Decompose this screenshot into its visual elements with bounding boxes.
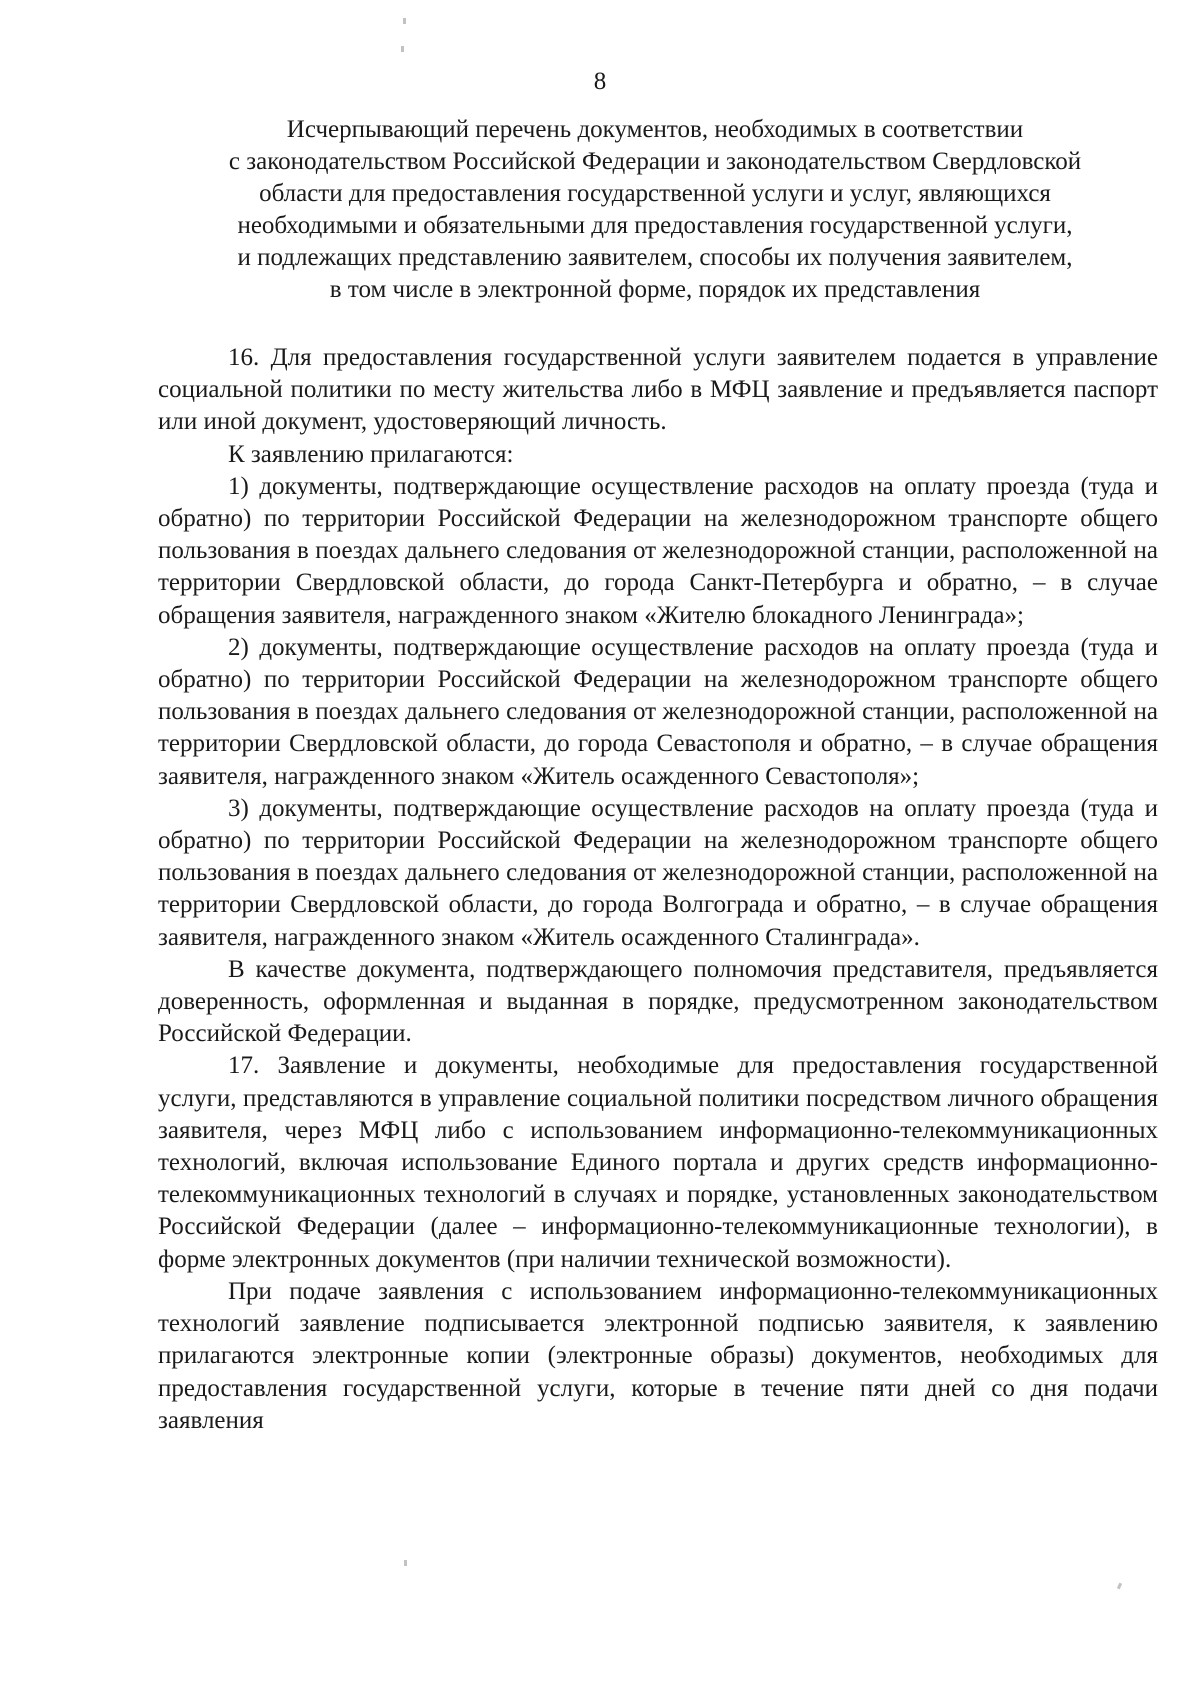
section-heading (150, 114, 1160, 306)
paragraph-17: 17. Заявление и документы, необходимые для предоставления государственной услуги, представляются в управление социальной политики посредством личного обращения заявителя, через МФЦ либо с использованием информационно-телекоммуникационных технологий, включая использование Единого портала и других средств информационно-телекоммуникационных технологий в случаях и порядке, установленных законодательством Российской Федерации (далее – информационно-телекоммуникационные технологии), в форме электронных документов (при наличии технической возможности). (158, 1052, 1158, 1273)
document-body (158, 342, 1158, 1437)
heading-line: Исчерпывающий перечень документов, необходимых в соответствии (286, 116, 1024, 143)
list-item-1: 1) документы, подтверждающие осуществление расходов на оплату проезда (туда и обратно) по территории Российской Федерации на железнодорожном транспорте общего пользования в поездах дальнего следования от железнодорожной станции, расположенной на территории Свердловской области, до города Санкт-Петербурга и обратно, – в случае обращения заявителя, награжденного знаком «Жителю блокадного Ленинграда»; (158, 472, 1158, 629)
paragraph-attachments-intro: К заявлению прилагаются: (228, 440, 514, 468)
scan-artifact (401, 46, 404, 52)
scan-artifact (1117, 1583, 1122, 1590)
scan-artifact (404, 1560, 407, 1566)
heading-line: и подлежащих представлению заявителем, способы их получения заявителем, (237, 244, 1073, 271)
list-item-3: 3) документы, подтверждающие осуществление расходов на оплату проезда (туда и обратно) по территории Российской Федерации на железнодорожном транспорте общего пользования в поездах дальнего следования от железнодорожной станции, расположенной на территории Свердловской области, до города Волгограда и обратно, – в случае обращения заявителя, награжденного знаком «Житель осажденного Сталинграда». (158, 794, 1158, 951)
heading-line: области для предоставления государственной услуги и услуг, являющихся (259, 180, 1051, 207)
heading-line: необходимыми и обязательными для предоставления государственной услуги, (237, 212, 1073, 239)
paragraph-electronic-submission: При подаче заявления с использованием информационно-телекоммуникационных технологий заявление подписывается электронной подписью заявителя, к заявлению прилагаются электронные копии (электронные образы) документов, необходимых для предоставления государственной услуги, которые в течение пяти дней со дня подачи заявления (158, 1277, 1158, 1434)
list-item-2: 2) документы, подтверждающие осуществление расходов на оплату проезда (туда и обратно) по территории Российской Федерации на железнодорожном транспорте общего пользования в поездах дальнего следования от железнодорожной станции, расположенной на территории Свердловской области, до города Севастополя и обратно, – в случае обращения заявителя, награжденного знаком «Житель осажденного Севастополя»; (158, 633, 1158, 790)
page-number: 8 (593, 68, 607, 95)
heading-line: в том числе в электронной форме, порядок их представления (329, 276, 981, 303)
paragraph-16: 16. Для предоставления государственной услуги заявителем подается в управление социальной политики по месту жительства либо в МФЦ заявление и предъявляется паспорт или иной документ, удостоверяющий личность. (158, 344, 1158, 436)
heading-line: с законодательством Российской Федерации и законодательством Свердловской (228, 148, 1082, 175)
scan-artifact (403, 18, 406, 24)
paragraph-representative: В качестве документа, подтверждающего полномочия представителя, предъявляется доверенность, оформленная и выданная в порядке, предусмотренном законодательством Российской Федерации. (158, 955, 1158, 1048)
